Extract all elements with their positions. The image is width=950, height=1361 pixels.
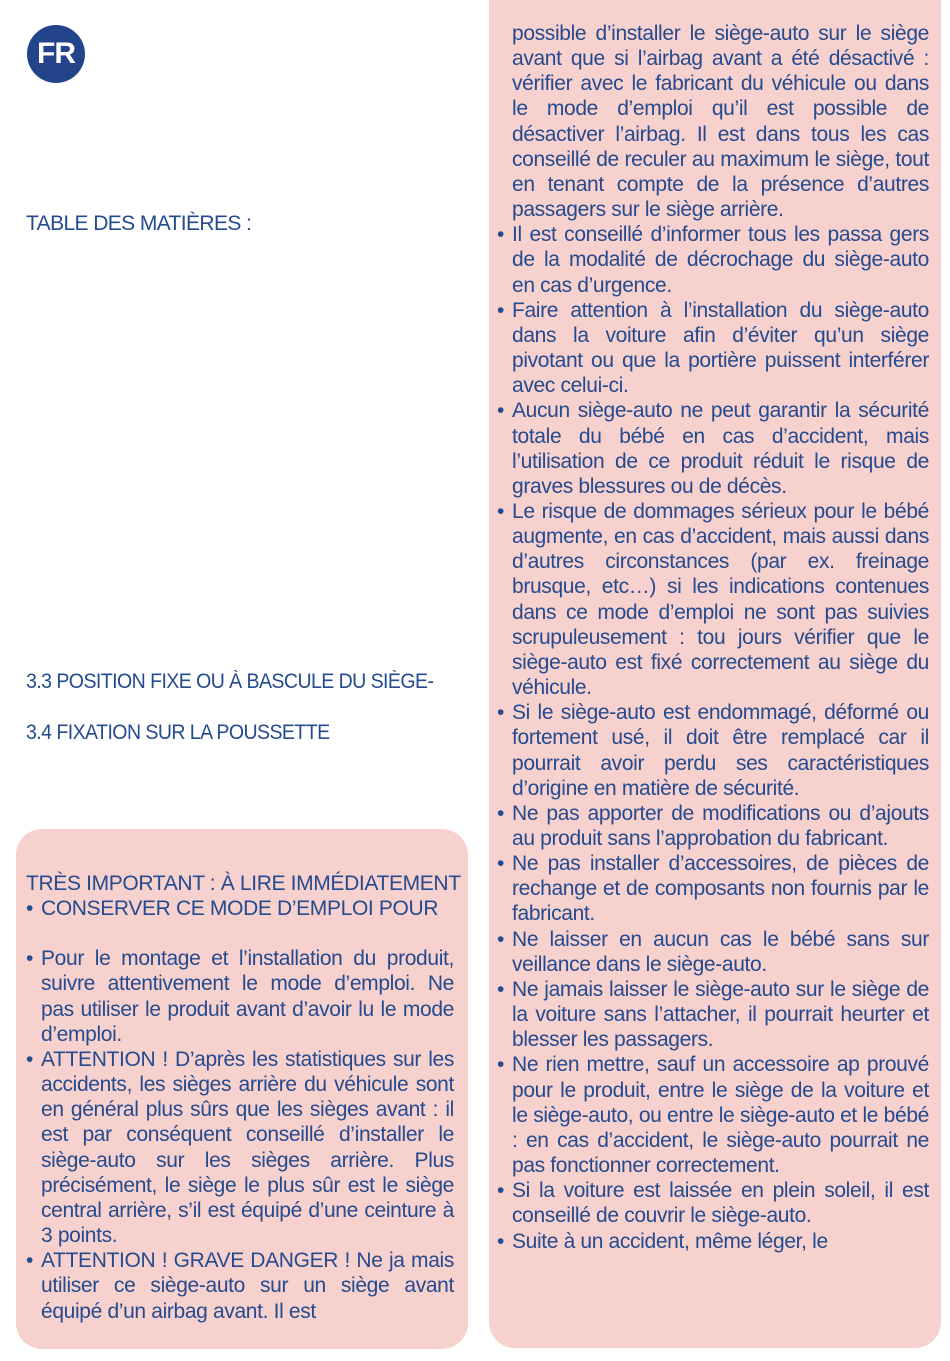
continued-paragraph: possible d’installer le siège-auto sur le siège avant que si l’airbag avant a été désactivé : vérifier avec le fabricant du véhicule ou dans le mode d’emploi qu’il est possible de désactiver l’airbag. Il est dans tous les cas conseillé de reculer au maximum le siège, tout en tenant compte de la présence d’autres passagers sur le siège arrière.: [512, 22, 929, 222]
list-item: [26, 1047, 454, 1248]
bullet-icon: •: [497, 1229, 505, 1253]
list-item: [497, 700, 929, 801]
bullet-icon: •: [497, 801, 505, 825]
bullet-icon: •: [497, 1179, 505, 1203]
important-notice-text: [26, 871, 461, 1324]
list-item: [26, 896, 454, 921]
bullet-icon: •: [26, 1249, 34, 1273]
list-item-text: Ne rien mettre, sauf un accessoire ap prouvé pour le produit, entre le siège de la voiture et le siège-auto, ou entre le siège-auto et le bébé : en cas d’accident, le siège-auto pourrait ne pas fonctionner correctement.: [512, 1053, 929, 1178]
list-item: [26, 1248, 454, 1323]
warnings-text: [497, 21, 929, 1254]
toc-item-3-3: 3.3 POSITION FIXE OU À BASCULE DU SIÈGE-: [26, 670, 434, 693]
bullet-icon: •: [26, 947, 34, 971]
bullet-icon: •: [497, 701, 505, 725]
list-item: [26, 946, 454, 1047]
bullet-icon: •: [497, 223, 505, 247]
spacer: [26, 921, 454, 946]
list-item: [497, 398, 929, 499]
list-item: [497, 927, 929, 977]
list-item: [497, 1178, 929, 1228]
toc-title: TABLE DES MATIÈRES :: [26, 212, 252, 235]
list-item: [497, 1052, 929, 1178]
bullet-icon: •: [497, 852, 505, 876]
important-notice-heading: TRÈS IMPORTANT : À LIRE IMMÉDIATEMENT: [26, 872, 461, 895]
list-item-text: ATTENTION ! GRAVE DANGER ! Ne ja mais utiliser ce siège-auto sur un siège avant équipé d’un airbag avant. Il est: [41, 1249, 454, 1323]
bullet-icon: •: [26, 897, 34, 921]
bullet-icon: •: [497, 298, 505, 322]
list-item-text: Ne jamais laisser le siège-auto sur le siège de la voiture sans l’attacher, il pourrait heurter et blesser les passagers.: [512, 977, 929, 1052]
list-item: [497, 801, 929, 851]
list-item-text: Si le siège-auto est endommagé, déformé ou fortement usé, il doit être remplacé car il pourrait avoir perdu ses caractéristiques d’origine en matière de sécurité.: [512, 701, 929, 800]
bullet-icon: •: [497, 927, 505, 951]
list-item-text: Faire attention à l’installation du siège-auto dans la voiture afin d’éviter qu’un siège pivotant ou que la portière puissent interférer avec celui-ci.: [512, 298, 929, 398]
list-item-text: Ne pas apporter de modifications ou d’ajouts au produit sans l’approbation du fabricant.: [512, 801, 929, 850]
bullet-icon: •: [26, 1047, 34, 1071]
list-item: [497, 222, 929, 297]
list-item: [497, 499, 929, 700]
bullet-icon: •: [497, 977, 505, 1001]
list-item-text: Pour le montage et l’installation du produit, suivre attentivement le mode d’emploi. Ne pas utiliser le produit avant d’avoir lu le mode d’emploi.: [41, 947, 454, 1046]
list-item-text: Le risque de dommages sérieux pour le bébé augmente, en cas d’accident, mais aussi dans d’autres circonstances (par ex. freinage brusque, etc…) si les indications contenues dans ce mode d’emploi ne sont pas suivies scrupuleusement : tou jours vérifier que le siège-auto est fixé correctement au siège du véhicule.: [512, 499, 929, 700]
list-item-text: Ne pas installer d’accessoires, de pièces de rechange et de composants non fournis par le fabricant.: [512, 852, 929, 926]
bullet-icon: •: [497, 499, 505, 523]
list-item-text: CONSERVER CE MODE D’EMPLOI POUR: [41, 897, 439, 921]
list-item-text: Aucun siège-auto ne peut garantir la sécurité totale du bébé en cas d’accident, mais l’utilisation de ce produit réduit le risque de graves blessures ou de décès.: [512, 399, 929, 498]
language-badge-fr: FR: [27, 25, 85, 83]
list-item-text: Il est conseillé d’informer tous les passa gers de la modalité de décrochage du siège-auto en cas d’urgence.: [512, 223, 929, 297]
bullet-icon: •: [497, 399, 505, 423]
list-item: [497, 977, 929, 1052]
list-item-text: Si la voiture est laissée en plein soleil, il est conseillé de couvrir le siège-auto.: [512, 1179, 929, 1228]
bullet-icon: •: [497, 1053, 505, 1077]
list-item: [497, 298, 929, 399]
toc-item-3-4: 3.4 FIXATION SUR LA POUSSETTE: [26, 721, 330, 744]
list-item-text: ATTENTION ! D’après les statistiques sur les accidents, les sièges arrière du véhicule sont en général plus sûrs que les sièges avant : il est par conséquent conseillé d’installer le siège-auto sur les sièges arrière. Plus précisément, le siège le plus sûr est le siège central arrière, s’il est équipé d’une ceinture à 3 points.: [41, 1047, 454, 1248]
list-item: [497, 1229, 929, 1254]
list-item: [497, 851, 929, 926]
list-item-text: Suite à un accident, même léger, le: [512, 1229, 828, 1253]
list-item-text: Ne laisser en aucun cas le bébé sans sur veillance dans le siège-auto.: [512, 927, 929, 976]
